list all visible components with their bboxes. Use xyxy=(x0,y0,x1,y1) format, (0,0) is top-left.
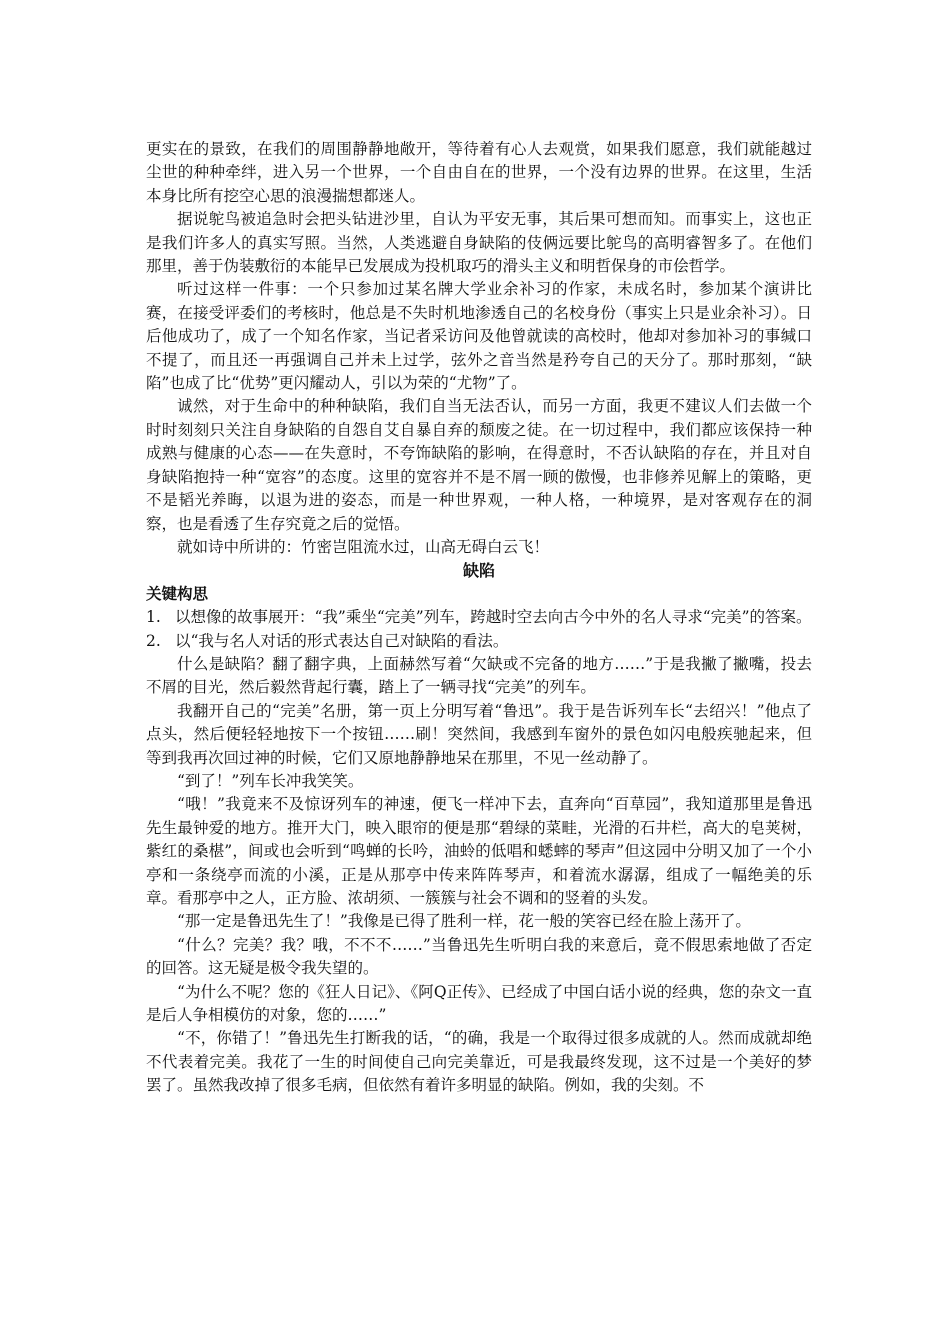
paragraph-ostrich: 据说鸵鸟被追急时会把头钻进沙里，自认为平安无事，其后果可想而知。而事实上，这也正是我们许多人的真实写照。当然，人类逃避自身缺陷的伎俩远要比鸵鸟的高明睿智多了。在他们那里，善于伪装敷衍的本能早已发展成为投机取巧的滑头主义和明哲保身的市侩哲学。 xyxy=(146,210,812,276)
list-item-number: 2. xyxy=(146,631,161,650)
paragraph-poem: 就如诗中所讲的：竹密岂阻流水过，山高无碍白云飞！ xyxy=(177,537,550,556)
essay-title: 缺陷 xyxy=(462,561,495,581)
key-points-list xyxy=(146,606,812,653)
paragraph-body: “什么？完美？我？哦，不不不……”当鲁迅先生听明白我的来意后，竟不假思索地做了否定的回答。这无疑是极令我失望的。 xyxy=(146,935,812,978)
paragraph-body: “哦！”我竟来不及惊讶列车的神速，便飞一样冲下去，直奔向“百草园”，我知道那里是鲁迅先生最钟爱的地方。推开大门，映入眼帘的便是那“碧绿的菜畦，光滑的石井栏，高大的皂荚树，紫红的桑椹”，间或也会听到“鸣蝉的长吟，油蛉的低唱和蟋蟀的琴声”但这园中分明又加了一个小亭和一条绕亭而流的小溪，正是从那亭中传来阵阵琴声，和着流水潺潺，组成了一幅绝美的乐章。看那亭中之人，正方脸、浓胡须、一簇簇与社会不调和的竖着的头发。 xyxy=(146,795,812,907)
list-item-text: 以想像的故事展开：“我”乘坐“完美”列车，跨越时空去向古今中外的名人寻求“完美”的答案。 xyxy=(175,608,812,627)
document-page xyxy=(146,138,812,1098)
paragraph-opening: 更实在的景致，在我们的周围静静地敞开，等待着有心人去观赏，如果我们愿意，我们就能越过尘世的种种牵绊，进入另一个世界，一个自由自在的世界，一个没有边界的世界。在这里，生活本身比所有挖空心思的浪漫揣想都迷人。 xyxy=(146,140,812,205)
paragraph-body: “那一定是鲁迅先生了！”我像是已得了胜利一样，花一般的笑容已经在脸上荡开了。 xyxy=(177,912,751,931)
paragraph-body: “为什么不呢？您的《狂人日记》、《阿Q正传》、已经成了中国白话小说的经典，您的杂文一直是后人争相模仿的对象，您的……” xyxy=(146,982,812,1025)
section-heading: 关键构思 xyxy=(146,584,209,603)
paragraph-body: 我翻开自己的“完美”名册，第一页上分明写着“鲁迅”。我于是告诉列车长“去绍兴！”他点了点头，然后便轻轻地按下一个按钮……刷！突然间，我感到车窗外的景色如闪电般疾驰起来，但等到我再次回过神的时候，它们又原地静静地呆在那里，不见一丝动静了。 xyxy=(146,701,812,767)
paragraph-body: “不，你错了！”鲁迅先生打断我的话，“的确，我是一个取得过很多成就的人。然而成就却绝不代表着完美。我花了一生的时间使自己向完美靠近，可是我最终发现，这不过是一个美好的梦罢了。虽然我改掉了很多毛病，但依然有着许多明显的缺陷。例如，我的尖刻。不 xyxy=(146,1029,812,1095)
paragraph-tolerance: 诚然，对于生命中的种种缺陷，我们自当无法否认，而另一方面，我更不建议人们去做一个时时刻刻只关注自身缺陷的自怨自艾自暴自弃的颓废之徒。在一切过程中，我们都应该保持一种成熟与健康的心态——在失意时，不夸饰缺陷的影响，在得意时，不否认缺陷的存在，并且对自身缺陷抱持一种“宽容”的态度。这里的宽容并不是不屑一顾的傲慢，也非修养见解上的策略，更不是韬光养晦，以退为进的姿态，而是一种世界观，一种人格，一种境界，是对客观存在的洞察，也是看透了生存究竟之后的觉悟。 xyxy=(146,397,812,533)
list-item xyxy=(146,630,812,653)
list-item-text: 以“我与名人对话的形式表达自己对缺陷的看法。 xyxy=(175,631,509,650)
paragraph-writer-story: 听过这样一件事：一个只参加过某名牌大学业余补习的作家，未成名时，参加某个演讲比赛，在接受评委们的考核时，他总是不失时机地渗透自己的名校身份（事实上只是业余补习）。日后他成功了，成了一个知名作家，当记者采访问及他曾就读的高校时，他却对参加补习的事缄口不提了，而且还一再强调自己并未上过学，弦外之音当然是矜夸自己的天分了。那时那刻，“缺陷”也成了比“优势”更闪耀动人，引以为荣的“尤物”了。 xyxy=(146,280,812,393)
list-item xyxy=(146,606,812,629)
paragraph-body: 什么是缺陷？翻了翻字典，上面赫然写着“欠缺或不完备的地方……”于是我撇了撇嘴，投去不屑的目光，然后毅然背起行囊，踏上了一辆寻找“完美”的列车。 xyxy=(146,654,812,697)
list-item-number: 1. xyxy=(146,608,161,627)
paragraph-body: “到了！”列车长冲我笑笑。 xyxy=(177,771,364,790)
